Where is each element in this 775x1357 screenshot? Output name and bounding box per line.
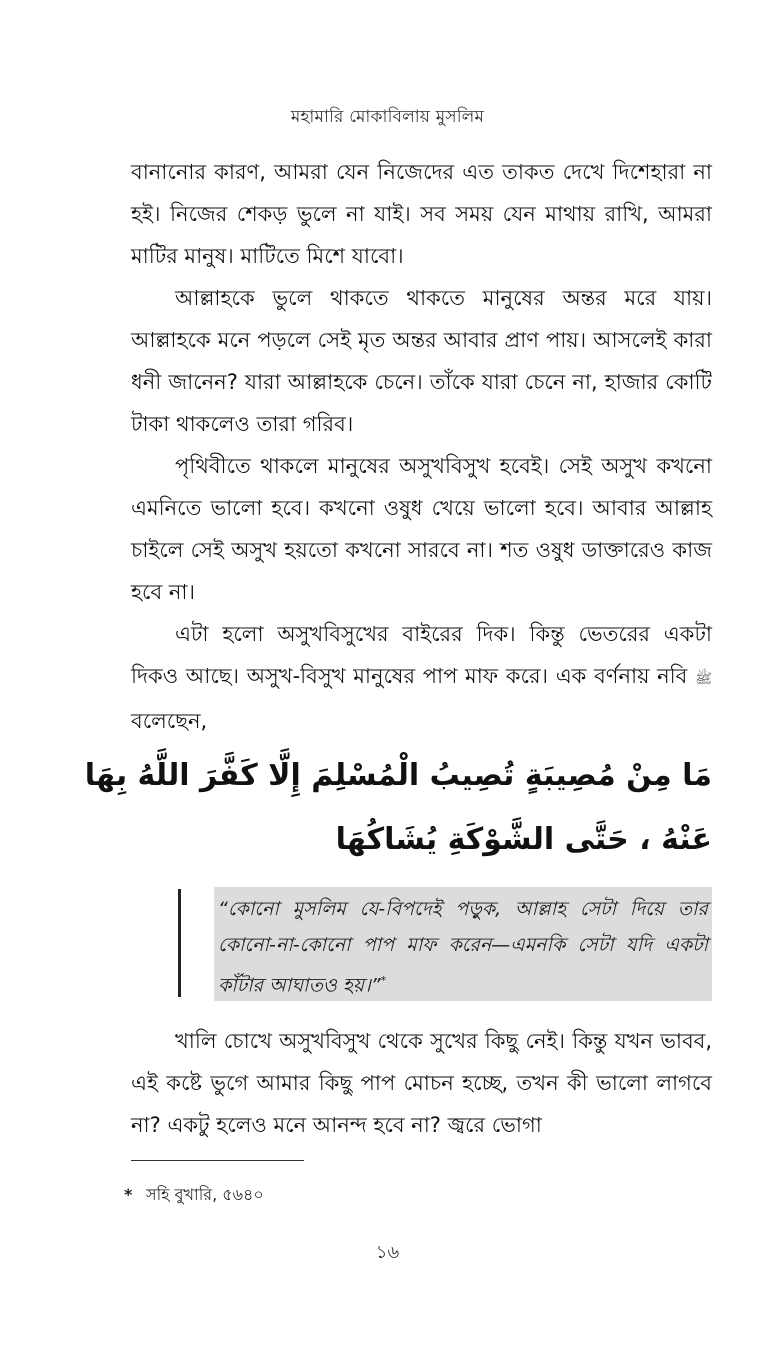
translation-quote: [178, 887, 712, 1001]
quote-text: “কোনো মুসলিম যে-বিপদেই পড়ুক, আল্লাহ সেটা দিয়ে তার কোনো-না-কোনো পাপ মাফ করেন—এমনকি সেটা যদি একটা কাঁটার আঘাতও হয়।”: [218, 898, 708, 997]
footnote-divider: [131, 1160, 304, 1161]
paragraph-2: আল্লাহকে ভুলে থাকতে থাকতে মানুষের অন্তর মরে যায়। আল্লাহকে মনে পড়লে সেই মৃত অন্তর আবার প্রাণ পায়। আসলেই কারা ধনী জানেন? যারা আল্লাহকে চেনে। তাঁকে যারা চেনে না, হাজার কোটি টাকা থাকলেও তারা গরিব।: [131, 286, 712, 436]
footnote-reference[interactable]: *: [380, 974, 387, 987]
paragraph-4-tail: বলেছেন,: [131, 709, 208, 733]
quote-box: [214, 887, 712, 1001]
footnote-text: সহি বুখারি, ৫৬৪০: [146, 1185, 264, 1204]
paragraph-5: খালি চোখে অসুখবিসুখ থেকে সুখের কিছু নেই। কিন্তু যখন ভাবব, এই কষ্টে ভুগে আমার কিছু পাপ মোচন হচ্ছে, তখন কী ভালো লাগবে না? একটু হলেও মনে আনন্দ হবে না? জ্বরে ভোগা: [131, 1029, 712, 1137]
paragraph-3: পৃথিবীতে থাকলে মানুষের অসুখবিসুখ হবেই। সেই অসুখ কখনো এমনিতে ভালো হবে। কখনো ওষুধ খেয়ে ভালো হবে। আবার আল্লাহ চাইলে সেই অসুখ হয়তো কখনো সারবে না। শত ওষুধ ডাক্তারেও কাজ হবে না।: [131, 454, 712, 604]
arabic-hadith: [84, 744, 712, 872]
paragraph-4: [131, 613, 712, 742]
footnote: [124, 1182, 264, 1209]
arabic-line-1: مَا مِنْ مُصِيبَةٍ تُصِيبُ الْمُسْلِمَ إِلَّا كَفَّرَ اللَّهُ بِهَا: [84, 758, 712, 793]
quote-rule: [178, 889, 181, 997]
page-number: ১৬: [375, 1242, 400, 1263]
running-head: মহামারি মোকাবিলায় মুসলিম: [290, 107, 485, 127]
arabic-line-2: عَنْهُ ، حَتَّى الشَّوْكَةِ يُشَاكُهَا: [335, 822, 712, 857]
footnote-mark: *: [124, 1185, 133, 1204]
paragraph-1: বানানোর কারণ, আমরা যেন নিজেদের এত তাকত দেখে দিশেহারা না হই। নিজের শেকড় ভুলে না যাই। সব সময় যেন মাথায় রাখি, আমরা মাটির মানুষ। মাটিতে মিশে যাবো।: [131, 160, 712, 268]
paragraph-4-text: এটা হলো অসুখবিসুখের বাইরের দিক। কিন্তু ভেতরের একটা দিকও আছে। অসুখ-বিসুখ মানুষের পাপ মাফ করে। এক বর্ণনায় নবি: [131, 622, 712, 688]
body-text-top: [131, 151, 712, 742]
body-text-bottom: [131, 1020, 712, 1146]
salawat-glyph: ﷺ: [695, 671, 712, 687]
